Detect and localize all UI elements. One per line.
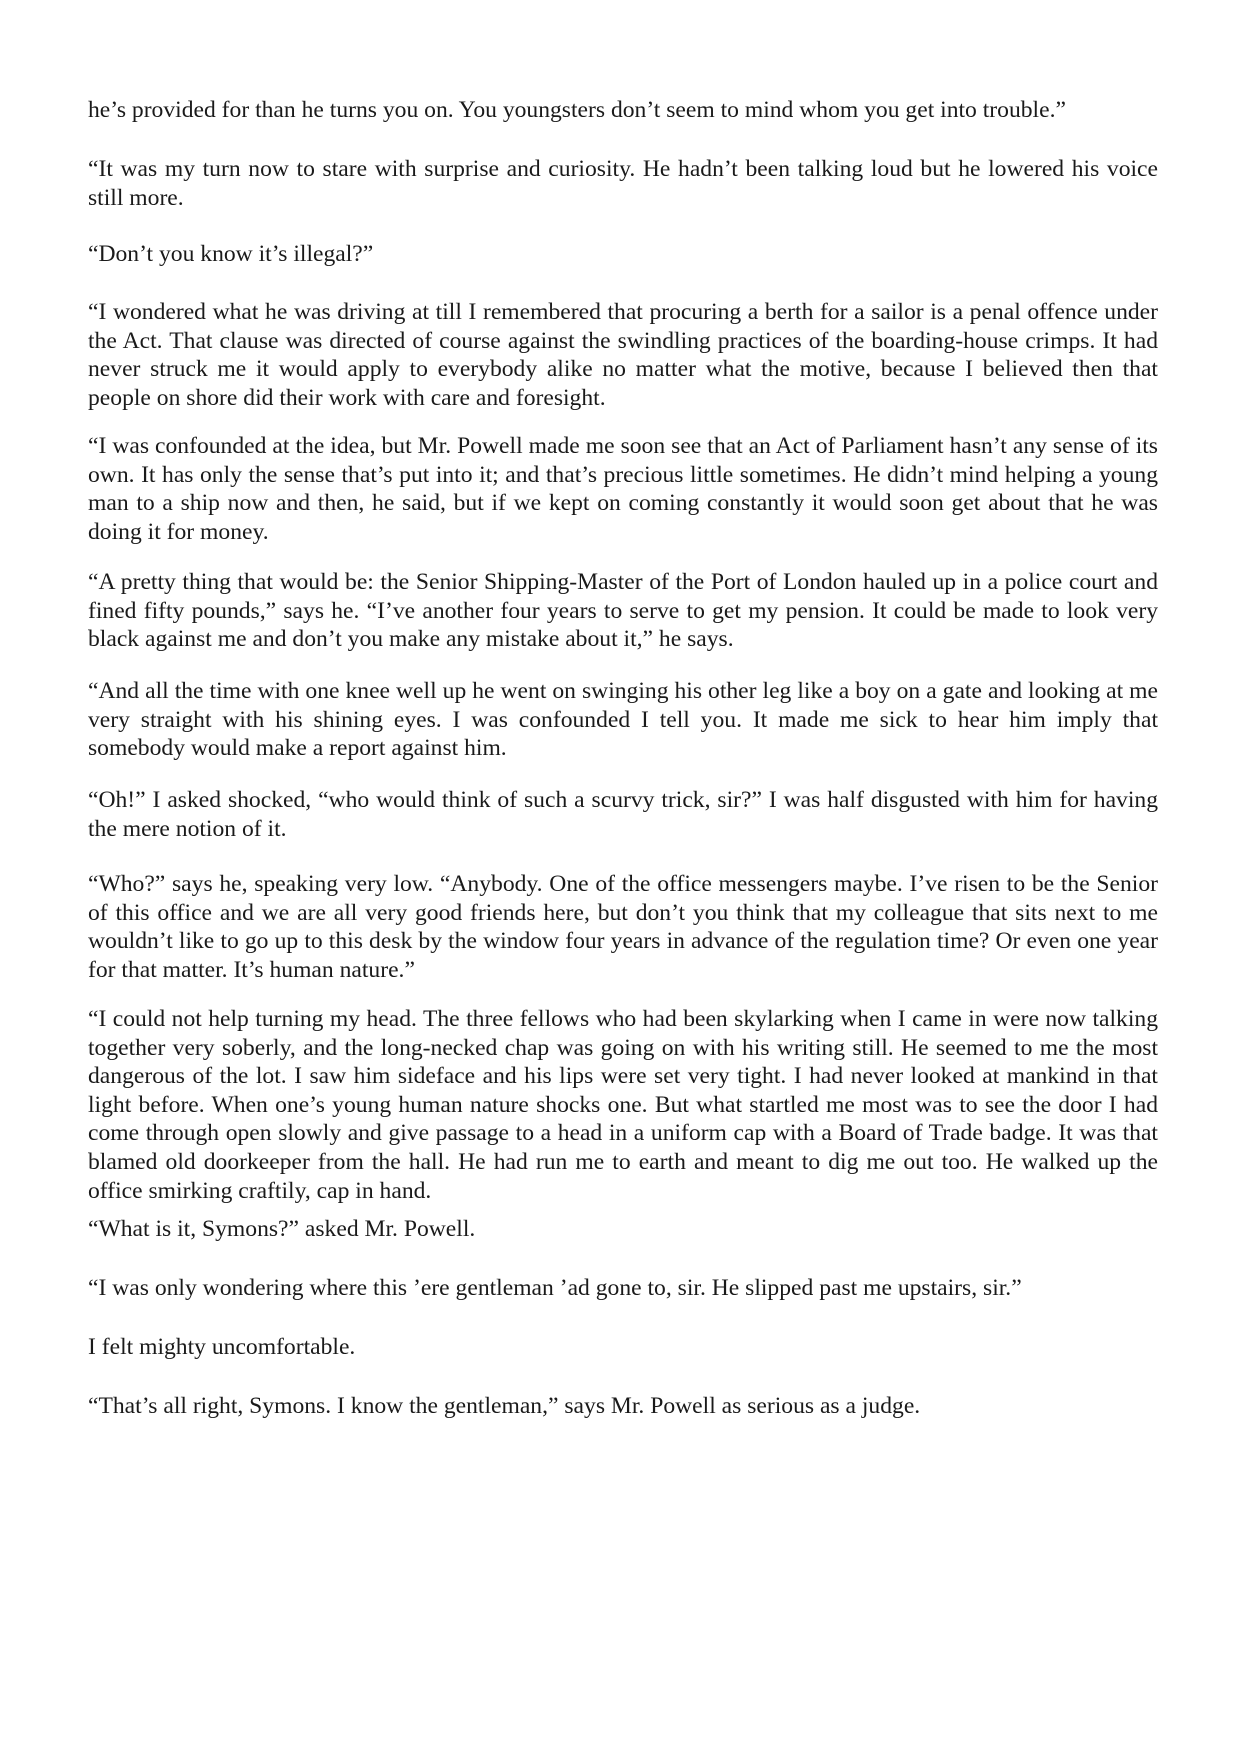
- paragraph-14: “That’s all right, Symons. I know the gentleman,” says Mr. Powell as serious as a judge.: [88, 1393, 921, 1419]
- paragraph-3: “Don’t you know it’s illegal?”: [88, 241, 374, 267]
- paragraph-11: “What is it, Symons?” asked Mr. Powell.: [88, 1216, 476, 1242]
- paragraph-7: “And all the time with one knee well up he went on swinging his other leg like a boy on a gate and looking at me very straight with his shining eyes. I was confounded I tell you. It made me sick to hear him imply that somebody would make a report against him.: [88, 678, 1158, 762]
- paragraph-9: “Who?” says he, speaking very low. “Anybody. One of the office messengers maybe. I’ve risen to be the Senior of this office and we are all very good friends here, but don’t you think that my colleague that sits next to me wouldn’t like to go up to this desk by the window four years in advance of the regulation time? Or even one year for that matter. It’s human nature.”: [88, 871, 1158, 983]
- paragraph-8: “Oh!” I asked shocked, “who would think of such a scurvy trick, sir?” I was half disgusted with him for having the mere notion of it.: [88, 787, 1158, 842]
- paragraph-6: “A pretty thing that would be: the Senior Shipping-Master of the Port of London hauled up in a police court and fined fifty pounds,” says he. “I’ve another four years to serve to get my pension. It could be made to look very black against me and don’t you make any mistake about it,” he says.: [88, 569, 1158, 653]
- paragraph-12: “I was only wondering where this ’ere gentleman ’ad gone to, sir. He slipped past me upstairs, sir.”: [88, 1275, 1022, 1301]
- paragraph-10: “I could not help turning my head. The three fellows who had been skylarking when I came in were now talking together very soberly, and the long-necked chap was going on with his writing still. He seemed to me the most dangerous of the lot. I saw him sideface and his lips were set very tight. I had never looked at mankind in that light before. When one’s young human nature shocks one. But what startled me most was to see the door I had come through open slowly and give passage to a head in a uniform cap with a Board of Trade badge. It was that blamed old doorkeeper from the hall. He had run me to earth and meant to dig me out too. He walked up the office smirking craftily, cap in hand.: [88, 1006, 1158, 1204]
- paragraph-4: “I wondered what he was driving at till I remembered that procuring a berth for a sailor is a penal offence under the Act. That clause was directed of course against the swindling practices of the boarding-house crimps. It had never struck me it would apply to everybody alike no matter what the motive, because I believed then that people on shore did their work with care and foresight.: [88, 299, 1158, 411]
- paragraph-2: “It was my turn now to stare with surprise and curiosity. He hadn’t been talking loud but he lowered his voice still more.: [88, 156, 1158, 211]
- paragraph-5: “I was confounded at the idea, but Mr. Powell made me soon see that an Act of Parliament hasn’t any sense of its own. It has only the sense that’s put into it; and that’s precious little sometimes. He didn’t mind helping a young man to a ship now and then, he said, but if we kept on coming constantly it would soon get about that he was doing it for money.: [88, 433, 1158, 545]
- paragraph-13: I felt mighty uncomfortable.: [88, 1334, 356, 1360]
- paragraph-1: he’s provided for than he turns you on. You youngsters don’t seem to mind whom you get into trouble.”: [88, 97, 1066, 123]
